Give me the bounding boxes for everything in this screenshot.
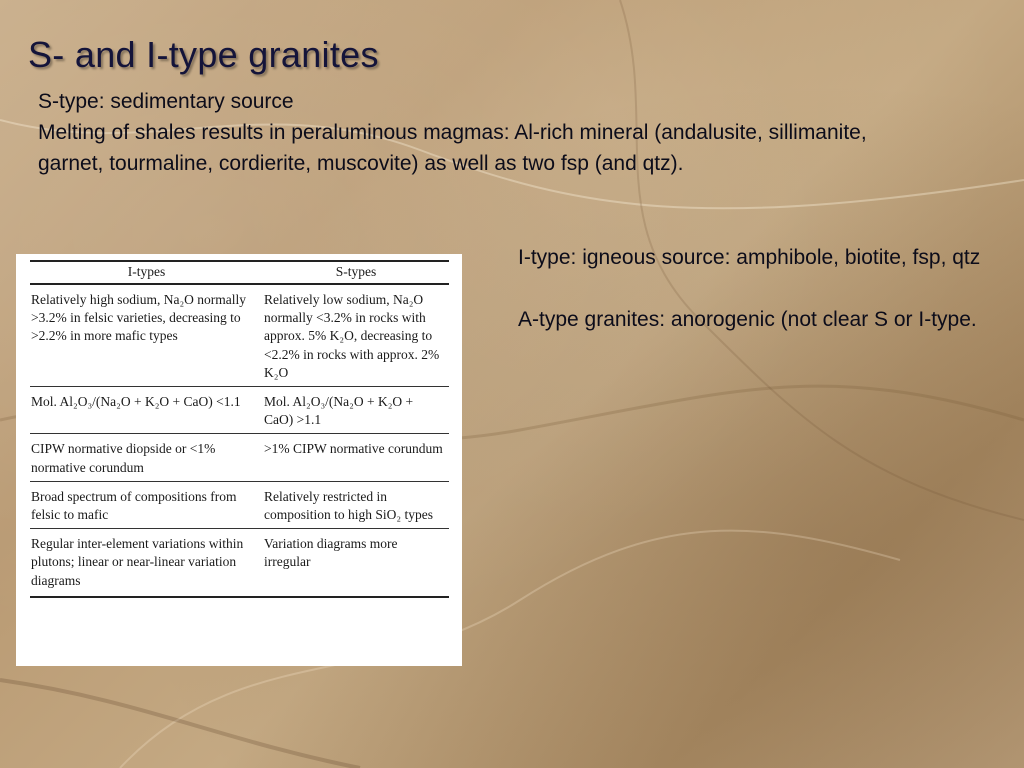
table-cell-s-type: Variation diagrams more irregular (263, 529, 449, 597)
table-cell-s-type: Mol. Al₂O₃/(Na₂O + K₂O + CaO) >1.1 (263, 387, 449, 434)
table-cell-s-type: Relatively low sodium, Na₂O normally <3.2% in rocks with approx. 5% K₂O, decreasing to <2.2% in rocks with approx. 2% K₂O (263, 284, 449, 387)
table-row (30, 284, 449, 387)
table-cell-i-type: Broad spectrum of compositions from felsic to mafic (30, 481, 263, 528)
table-cell-i-type: Regular inter-element variations within plutons; linear or near-linear variation diagrams (30, 529, 263, 597)
header-i-types: I-types (30, 261, 263, 284)
a-type-note: A-type granites: anorogenic (not clear S or I-type. (518, 308, 977, 331)
table-row (30, 481, 449, 528)
intro-line-1: S-type: sedimentary source (38, 90, 294, 113)
table-header-row (30, 261, 449, 284)
table-row (30, 387, 449, 434)
intro-text (38, 86, 918, 179)
intro-line-2: Melting of shales results in peraluminous magmas: Al-rich mineral (andalusite, sillimanite, garnet, tourmaline, cordierite, muscovite) as well as two fsp (and qtz). (38, 121, 867, 175)
table-cell-s-type: >1% CIPW normative corundum (263, 434, 449, 481)
side-notes (518, 242, 988, 335)
header-s-types: S-types (263, 261, 449, 284)
table-cell-i-type: CIPW normative diopside or <1% normative corundum (30, 434, 263, 481)
comparison-table-image (16, 254, 462, 666)
table-row (30, 529, 449, 597)
table-cell-i-type: Relatively high sodium, Na₂O normally >3.2% in felsic varieties, decreasing to >2.2% in more mafic types (30, 284, 263, 387)
slide-title: S- and I-type granites (28, 34, 379, 75)
table-cell-s-type: Relatively restricted in composition to high SiO₂ types (263, 481, 449, 528)
i-type-note: I-type: igneous source: amphibole, biotite, fsp, qtz (518, 246, 981, 269)
table-cell-i-type: Mol. Al₂O₃/(Na₂O + K₂O + CaO) <1.1 (30, 387, 263, 434)
comparison-table (30, 260, 449, 598)
table-row (30, 434, 449, 481)
